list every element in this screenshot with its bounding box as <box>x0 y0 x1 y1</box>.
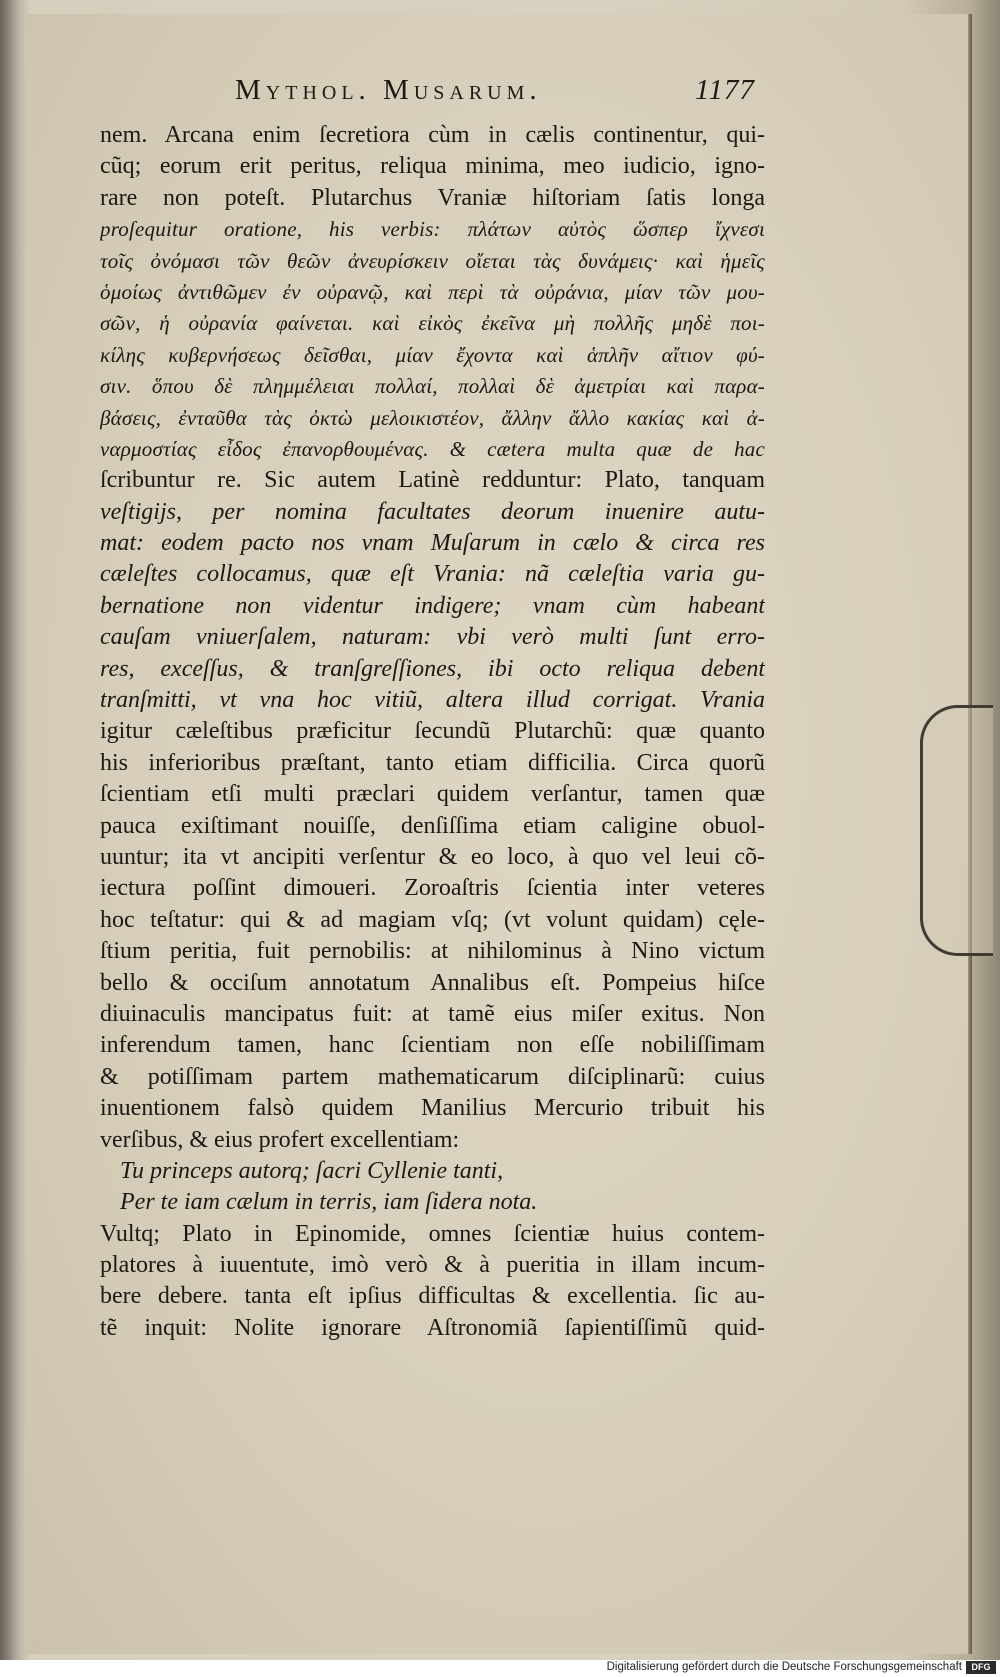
greek-line: τοῖς ὀνόμασι τῶν θεῶν ἀνευρίσκειν οἴεται τὰς δυνάμεις· καὶ ἡμεῖς <box>100 248 765 273</box>
text-line: ſcribuntur re. Sic autem Latinè redduntur: Plato, tanquam <box>100 467 765 494</box>
text-line: tẽ inquit: Nolite ignorare Aſtronomiã ſapientiſſimũ quid- <box>100 1314 765 1341</box>
text-line: ſtium peritia, fuit pernobilis: at nihilominus à Nino victum <box>100 938 765 965</box>
page-header <box>235 74 755 114</box>
text-line: pauca exiſtimant nouiſſe, denſiſſima etiam caligine obuol- <box>100 812 765 839</box>
italic-line: bernatione non videntur indigere; vnam cùm habeant <box>100 592 765 619</box>
text-line: iectura poſſint dimoueri. Zoroaſtris ſcientia inter veteres <box>100 875 765 902</box>
running-title: Mythol. Musarum. <box>235 74 542 106</box>
italic-line: veſtigijs, per nomina facultates deorum inuenire autu- <box>100 498 765 525</box>
text-line: cũq; eorum erit peritus, reliqua minima, meo iudicio, igno- <box>100 153 765 180</box>
text-line: inferendum tamen, hanc ſcientiam non eſſe nobiliſſimam <box>100 1032 765 1059</box>
greek-line: σιν. ὅπου δὲ πλημμέλειαι πολλαί, πολλαὶ δὲ ἀμετρίαι καὶ παρα- <box>100 374 765 399</box>
main-text <box>100 120 765 1344</box>
text-line: bello & occiſum annotatum Annalibus eſt. Pompeius hiſce <box>100 969 765 996</box>
text-line: nem. Arcana enim ſecretiora cùm in cælis continentur, qui- <box>100 122 765 148</box>
page-tab-marker <box>920 705 993 956</box>
text-line: inuentionem falsò quidem Manilius Mercurio tribuit his <box>100 1095 765 1122</box>
verse-line: Tu princeps autorq; ſacri Cyllenie tanti, <box>120 1157 504 1184</box>
text-line: diuinaculis mancipatus fuit: at tamẽ eius miſer exitus. Non <box>100 1000 765 1027</box>
text-line: igitur cæleſtibus præficitur ſecundũ Plutarchũ: quæ quanto <box>100 718 765 745</box>
italic-line: mat: eodem pacto nos vnam Muſarum in cælo & circa res <box>100 530 765 557</box>
text-line: bere debere. tanta eſt ipſius difficultas & excellentia. ſic au- <box>100 1283 765 1310</box>
digitization-credit: Digitalisierung gefördert durch die Deutsche Forschungsgemeinschaft <box>606 1661 962 1673</box>
greek-line: ὁμοίως ἀντιθῶμεν ἐν οὐρανῷ, καὶ περὶ τὰ οὐράνια, μίαν τῶν μου- <box>100 279 765 304</box>
text-line: ſcientiam etſi multi præclari quidem verſantur, tamen quæ <box>100 781 765 808</box>
page-number: 1177 <box>695 74 755 106</box>
greek-line: βάσεις, ἐνταῦθα τὰς ὀκτὼ μελοικιστέον, ἄλλην ἄλλο κακίας καὶ ἀ- <box>100 405 765 430</box>
italic-line: res, exceſſus, & tranſgreſſiones, ibi octo reliqua debent <box>100 655 765 682</box>
text-line: uuntur; ita vt ancipiti verſentur & eo loco, à quo vel leui cõ- <box>100 843 765 870</box>
text-line: platores à iuuentute, imò verò & à pueritia in illam incum- <box>100 1252 765 1279</box>
text-line: verſibus, & eius profert excellentiam: <box>100 1126 460 1153</box>
text-line: rare non poteſt. Plutarchus Vraniæ hiſtoriam ſatis longa <box>100 184 765 211</box>
italic-line: tranſmitti, vt vna hoc vitiũ, altera illud corrigat. Vrania <box>100 687 765 714</box>
dfg-logo: DFG <box>966 1661 996 1674</box>
italic-line: cauſam vniuerſalem, naturam: vbi verò multi ſunt erro- <box>100 624 765 651</box>
greek-line: κίλης κυβερνήσεως δεῖσθαι, μίαν ἔχοντα καὶ ἁπλῆν αἴτιον φύ- <box>100 342 765 367</box>
text-line: Vultq; Plato in Epinomide, omnes ſcientiæ huius contem- <box>100 1220 765 1247</box>
text-line: his inferioribus præſtant, tanto etiam difficilia. Circa quorũ <box>100 749 765 776</box>
verse-line: Per te iam cælum in terris, iam ſidera nota. <box>120 1189 538 1216</box>
greek-line: ναρμοστίας εἶδος ἐπανορθουμένας. & cætera multa quæ de hac <box>100 436 765 461</box>
greek-line: σῶν, ἡ οὐρανία φαίνεται. καὶ εἰκὸς ἐκεῖνα μὴ πολλῆς μηδὲ ποι- <box>100 311 765 336</box>
text-line: hoc teſtatur: qui & ad magiam vſq; (vt volunt quidam) cęle- <box>100 906 765 933</box>
italic-line: cæleſtes collocamus, quæ eſt Vrania: nã cæleſtia varia gu- <box>100 561 765 588</box>
text-line: & potiſſimam partem mathematicarum diſciplinarũ: cuius <box>100 1063 765 1090</box>
text-line: proſequitur oratione, his verbis: πλάτων αὐτὸς ὥσπερ ἴχνεσι <box>100 217 765 242</box>
